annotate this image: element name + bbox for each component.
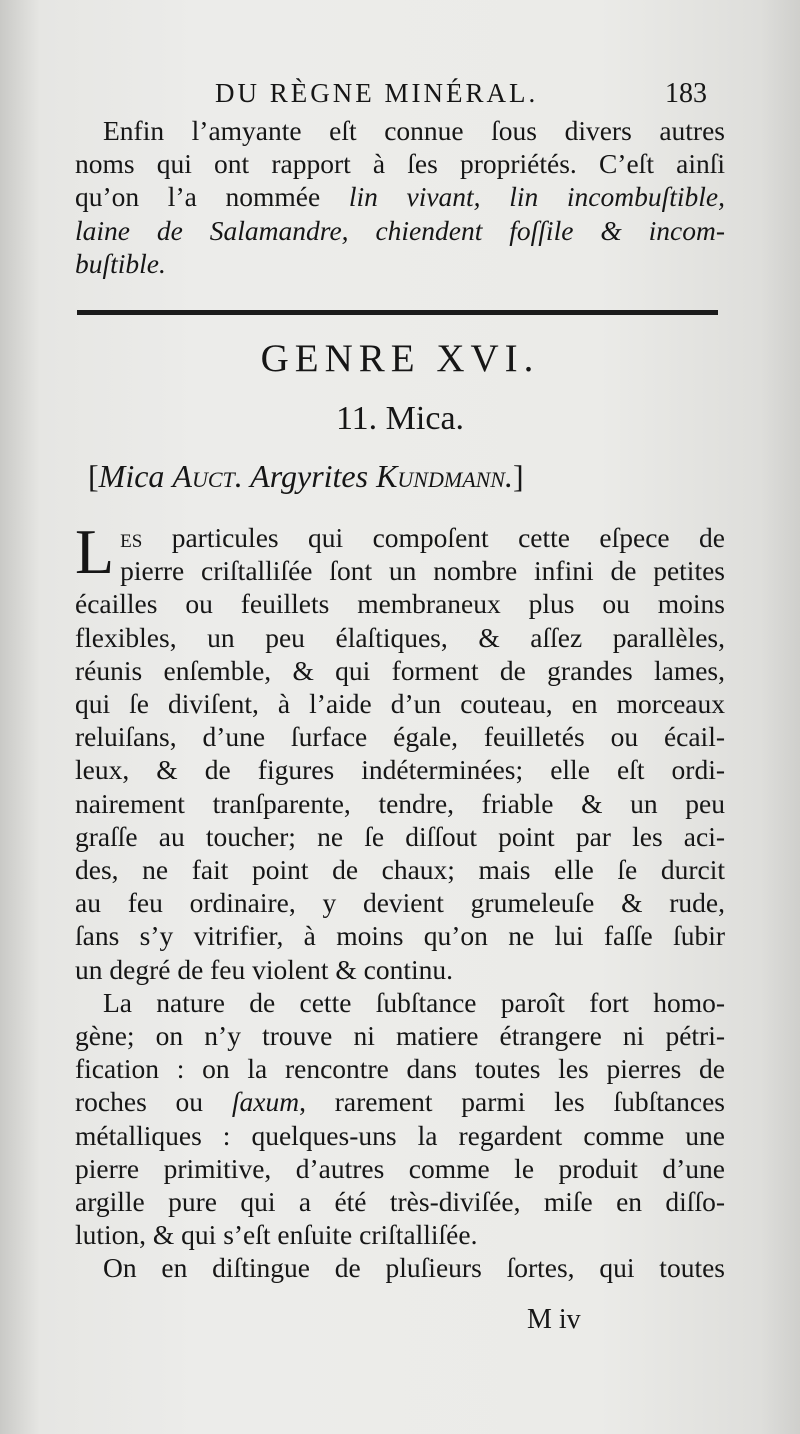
top-paragraph xyxy=(75,114,725,280)
text-line: La nature de cette ſubſtance paroît fort homo- xyxy=(103,986,725,1018)
page-number: 183 xyxy=(665,78,707,109)
text-line: réunis enſemble, & qui forment de grandes lames, xyxy=(75,654,725,686)
species-heading: 11. Mica. xyxy=(335,400,465,437)
text-line: leux, & de figures indéterminées; elle eſt ordi- xyxy=(75,754,725,786)
text-line: qui ſe diviſent, à l’aide d’un couteau, en morceaux xyxy=(75,688,725,720)
signature-mark: M iv xyxy=(527,1304,581,1335)
text-line: graſſe au toucher; ne ſe diſſout point par les aci- xyxy=(75,820,725,852)
text-line: roches ou ſaxum, rarement parmi les ſubſtances xyxy=(75,1086,725,1118)
text-line: On en diſtingue de pluſieurs ſortes, qui toutes xyxy=(103,1252,725,1284)
text-line: nairement tranſparente, tendre, friable & un peu xyxy=(75,787,725,819)
text-line: laine de Salamandre, chiendent foſſile & incom- xyxy=(75,214,725,246)
text-line: noms qui ont rapport à ſes propriétés. C’eſt ainſi xyxy=(75,148,725,180)
synonym-line: [Mica Auct. Argyrites Kundmann.] xyxy=(88,458,524,494)
text-line: reluiſans, d’une ſurface égale, feuilletés ou écail- xyxy=(75,721,725,753)
text-line: des, ne fait point de chaux; mais elle ſe durcit xyxy=(75,854,725,886)
text-line: métalliques : quelques-uns la regardent comme une xyxy=(75,1119,725,1151)
text-line: Les particules qui compoſent cette eſpece de xyxy=(75,516,725,587)
paragraph-description xyxy=(75,516,725,1285)
text-line: pierre criſtalliſée ſont un nombre infini de petites xyxy=(120,555,725,587)
section-rule xyxy=(77,310,718,315)
text-line: fication : on la rencontre dans toutes les pierres de xyxy=(75,1053,725,1085)
drop-cap: L xyxy=(75,516,115,587)
running-head xyxy=(0,78,800,118)
text-line: pierre primitive, d’autres comme le produit d’une xyxy=(75,1152,725,1184)
text-line: lution, & qui s’eſt enſuite criſtalliſée. xyxy=(75,1219,478,1251)
text-line: buſtible. xyxy=(75,247,166,279)
text-line: écailles ou feuillets membraneux plus ou moins xyxy=(75,588,725,620)
text-line: un degré de feu violent & continu. xyxy=(75,953,454,985)
text-line: argille pure qui a été très-diviſée, miſe en diſſo- xyxy=(75,1186,725,1218)
text-line: ſans s’y vitrifier, à moins qu’on ne lui faſſe ſubir xyxy=(75,920,725,952)
genre-heading: GENRE XVI. xyxy=(260,337,540,380)
text-line: Enfin l’amyante eſt connue ſous divers autres xyxy=(103,115,725,146)
running-head-title: DU RÈGNE MINÉRAL. xyxy=(215,78,539,108)
text-line: flexibles, un peu élaſtiques, & aſſez parallèles, xyxy=(75,621,725,653)
text-line: au feu ordinaire, y devient grumeleuſe & rude, xyxy=(75,887,725,919)
text-line: gène; on n’y trouve ni matiere étrangere ni pétri- xyxy=(75,1020,725,1052)
text-line: qu’on l’a nommée lin vivant, lin incombuſtible, xyxy=(75,181,725,213)
